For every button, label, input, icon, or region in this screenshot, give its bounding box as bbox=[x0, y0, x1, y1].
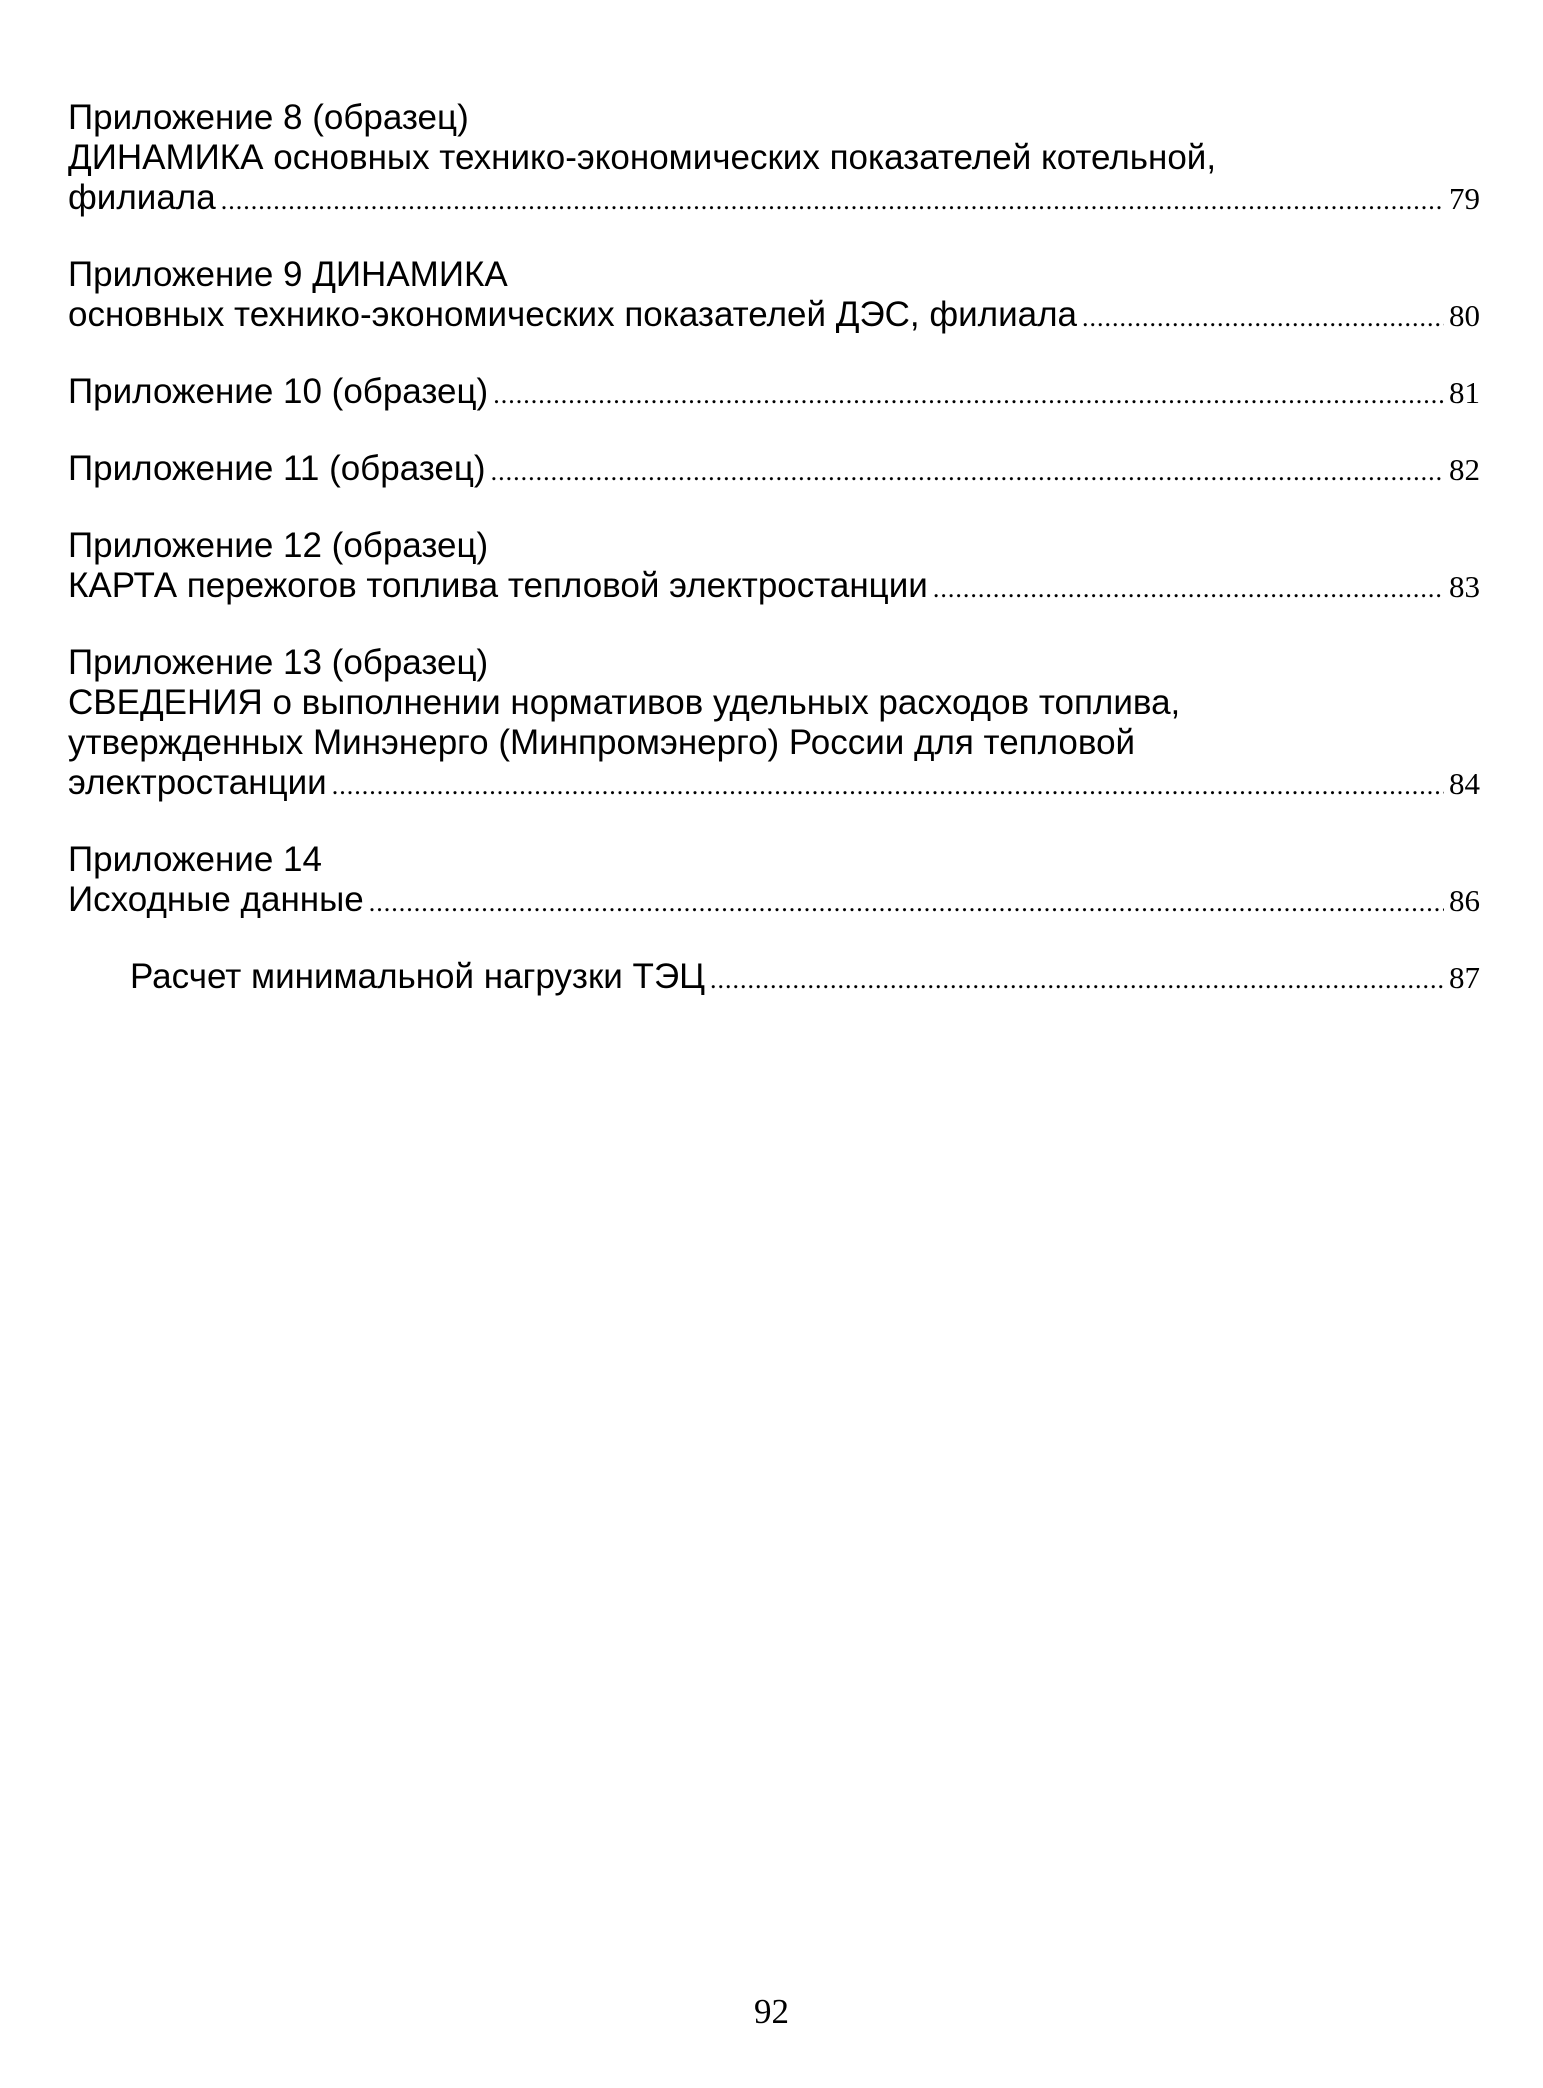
toc-entry-line: Приложение 8 (образец) bbox=[68, 98, 469, 137]
toc-entry-last-line bbox=[68, 178, 1480, 218]
toc-entry-appendix-14[interactable] bbox=[68, 840, 1480, 920]
toc-page-number: 82 bbox=[1449, 452, 1480, 487]
dot-leader bbox=[1082, 298, 1444, 338]
toc-entry-appendix-12[interactable] bbox=[68, 526, 1480, 606]
toc-entry-text: электростанции bbox=[68, 763, 327, 802]
toc-entry-line: утвержденных Минэнерго (Минпромэнерго) России для тепловой bbox=[68, 723, 1136, 762]
dot-leader bbox=[369, 883, 1444, 923]
toc-entry-line: Приложение 13 (образец) bbox=[68, 643, 489, 682]
dot-leader bbox=[493, 375, 1444, 415]
toc-entry-line: Приложение 12 (образец) bbox=[68, 526, 489, 565]
dot-leader bbox=[491, 452, 1444, 492]
toc-entry-appendix-8[interactable] bbox=[68, 98, 1480, 218]
dot-leader bbox=[332, 766, 1444, 806]
toc-entry-text: Расчет минимальной нагрузки ТЭЦ bbox=[130, 957, 705, 996]
table-of-contents bbox=[68, 98, 1480, 1034]
toc-entry-last-line bbox=[68, 449, 1480, 489]
toc-entry-text: Приложение 10 (образец) bbox=[68, 372, 489, 411]
toc-page-number: 86 bbox=[1449, 883, 1480, 918]
dot-leader bbox=[221, 181, 1444, 221]
toc-page-number: 83 bbox=[1449, 569, 1480, 604]
toc-page-number: 80 bbox=[1449, 298, 1480, 333]
toc-entry-text: филиала bbox=[68, 178, 216, 217]
toc-entry-appendix-13[interactable] bbox=[68, 643, 1480, 803]
toc-page-number: 81 bbox=[1449, 375, 1480, 410]
toc-entry-appendix-10[interactable] bbox=[68, 372, 1480, 412]
toc-entry-text: КАРТА пережогов топлива тепловой электростанции bbox=[68, 566, 928, 605]
toc-entry-last-line bbox=[68, 880, 1480, 920]
toc-page-number: 87 bbox=[1449, 960, 1480, 995]
toc-entry-last-line bbox=[68, 295, 1480, 335]
toc-entry-text: основных технико-экономических показателей ДЭС, филиала bbox=[68, 295, 1078, 334]
page-number: 92 bbox=[754, 1992, 789, 2031]
toc-entry-line: Приложение 9 ДИНАМИКА bbox=[68, 255, 508, 294]
toc-entry-last-line bbox=[68, 763, 1480, 803]
toc-entry-last-line bbox=[130, 957, 1480, 997]
toc-entry-appendix-9[interactable] bbox=[68, 255, 1480, 335]
toc-entry-last-line bbox=[68, 372, 1480, 412]
toc-entry-line: ДИНАМИКА основных технико-экономических показателей котельной, bbox=[68, 138, 1217, 177]
toc-entry-text: Приложение 11 (образец) bbox=[68, 449, 486, 488]
toc-entry-line: СВЕДЕНИЯ о выполнении нормативов удельных расходов топлива, bbox=[68, 683, 1181, 722]
toc-entry-text: Исходные данные bbox=[68, 880, 364, 919]
toc-entry-last-line bbox=[68, 566, 1480, 606]
dot-leader bbox=[933, 569, 1444, 609]
toc-entry-line: Приложение 14 bbox=[68, 840, 322, 879]
toc-page-number: 79 bbox=[1449, 181, 1480, 216]
toc-page-number: 84 bbox=[1449, 766, 1480, 801]
dot-leader bbox=[710, 960, 1444, 1000]
toc-entry-min-load-calculation[interactable] bbox=[68, 957, 1480, 997]
toc-entry-appendix-11[interactable] bbox=[68, 449, 1480, 489]
